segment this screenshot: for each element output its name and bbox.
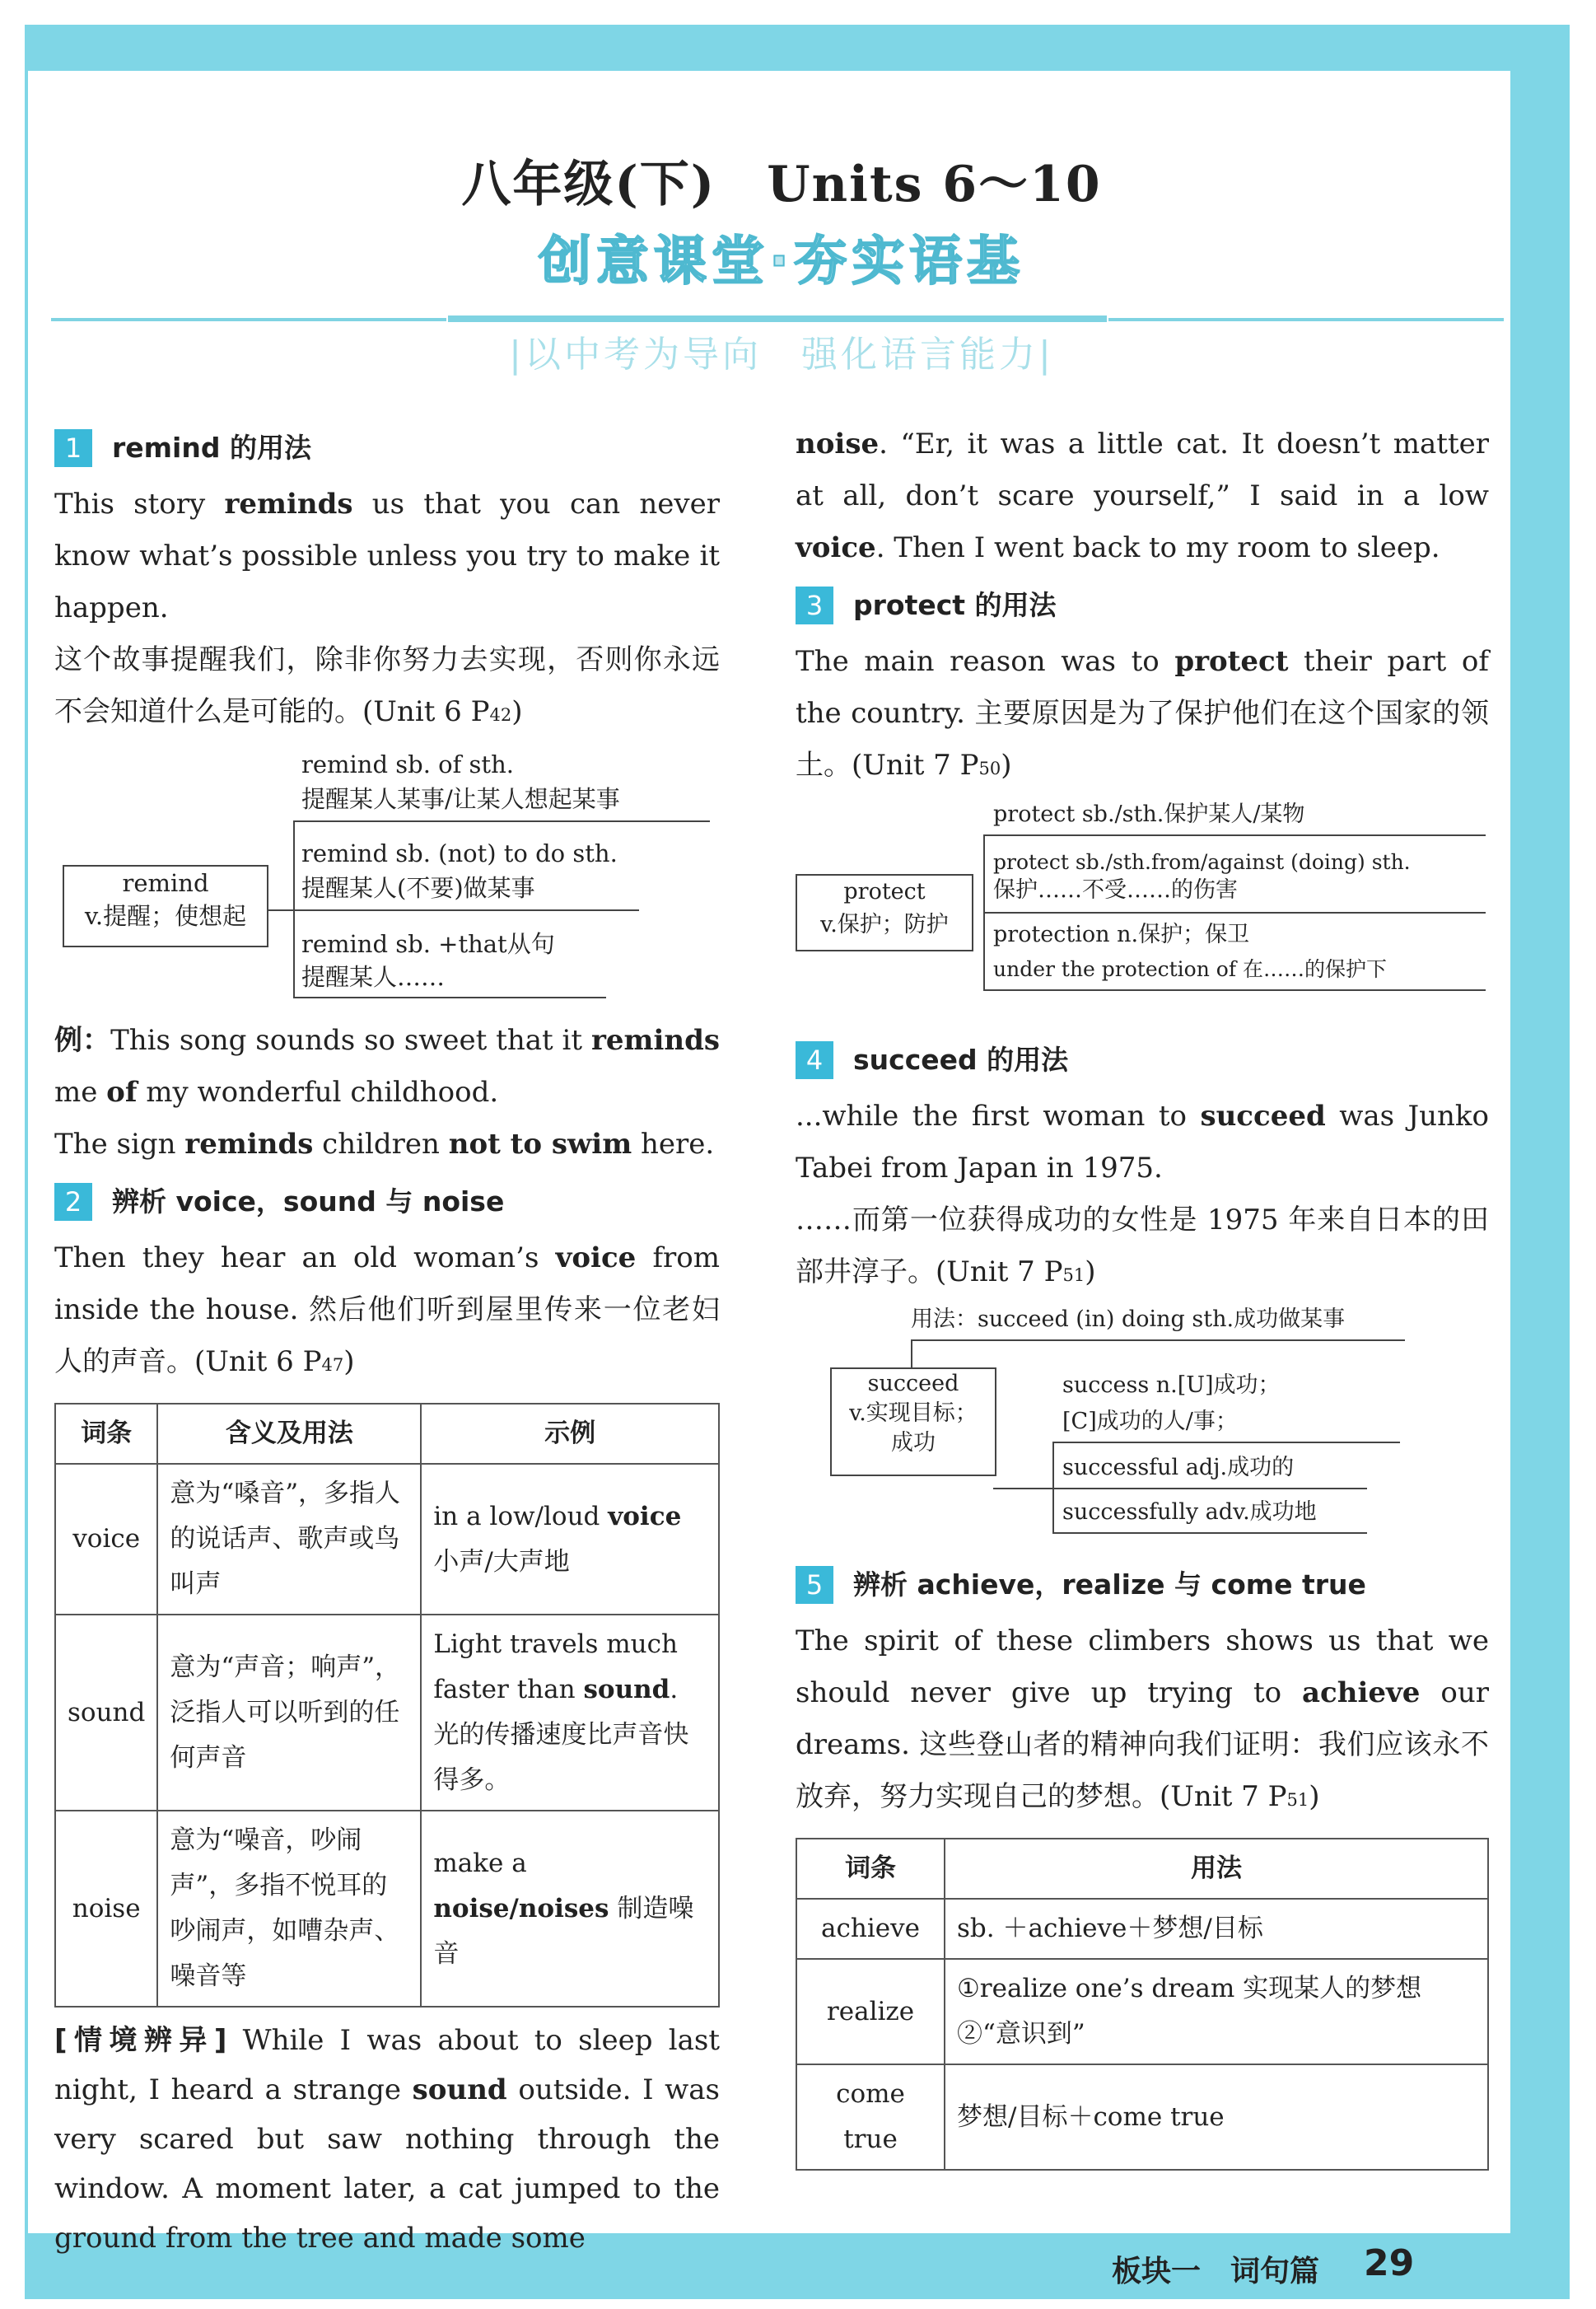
section-3-example: The main reason was to protect their part of the country. 主要原因是为了保护他们在这个国家的领土。(Unit 7 P50) bbox=[796, 645, 1489, 782]
table-cell-word: sound bbox=[55, 1615, 157, 1811]
page bbox=[28, 71, 1510, 2288]
footer-page-number: 29 bbox=[1364, 2242, 1415, 2284]
banner-subtitle: |以中考为导向 强化语言能力| bbox=[509, 334, 1054, 376]
table-cell-meaning: 意为“噪音，吵闹声”，多指不悦耳的吵闹声，如嘈杂声、噪音等 bbox=[157, 1811, 421, 2007]
section-number: 5 bbox=[796, 1566, 833, 1604]
section-4-example: ...while the first woman to succeed was Junko Tabei from Japan in 1975. bbox=[796, 1100, 1489, 1185]
succeed-branch-1b: [C]成功的人/事； bbox=[1062, 1409, 1238, 1434]
section-2-context: [情境辨异] While I was about to sleep last night, I heard a strange sound outside. I was very scared but saw nothing through the window. A moment later, a cat jumped to the ground from the tree and made some bbox=[54, 2024, 721, 2255]
section-3-heading bbox=[796, 579, 1489, 631]
section-number: 3 bbox=[796, 587, 833, 624]
table-cell-meaning: 意为“嗓音”，多指人的说话声、歌声或鸟叫声 bbox=[157, 1464, 421, 1615]
section-4-heading bbox=[796, 1034, 1489, 1086]
table-cell-word: noise bbox=[55, 1811, 157, 2007]
remind-branch-3-en: remind sb. +that从句 bbox=[301, 930, 555, 958]
remind-branch-1-cn: 提醒某人某事/让某人想起某事 bbox=[301, 785, 620, 813]
table-cell-word: voice bbox=[55, 1464, 157, 1615]
section-2-context-continued: noise. “Er, it was a little cat. It doesn’t matter at all, don’t scare yourself,” I said in a low voice. Then I went back to my room to sleep. bbox=[796, 428, 1489, 564]
section-1-translation: 这个故事提醒我们，除非你努力去实现，否则你永远不会知道什么是可能的。(Unit 6 P42) bbox=[54, 643, 720, 728]
table-cell-meaning: 意为“声音；响声”，泛指人可以听到的任何声音 bbox=[157, 1615, 421, 1811]
table-row bbox=[796, 1959, 1488, 2064]
section-1-example: This story reminds us that you can never know what’s possible unless you try to make it happen. bbox=[54, 488, 721, 624]
remind-branch-1-en: remind sb. of sth. bbox=[301, 750, 514, 778]
succeed-root-cn: v.实现目标；成功 bbox=[849, 1400, 978, 1456]
table-row bbox=[796, 1899, 1488, 1959]
section-title: 辨析 achieve，realize 与 come true bbox=[853, 1568, 1366, 1601]
right-column bbox=[796, 428, 1489, 2171]
table-cell-usage: ①realize one’s dream 实现某人的梦想 ②“意识到” bbox=[945, 1959, 1488, 2064]
table-header: 用法 bbox=[945, 1839, 1488, 1899]
top-band bbox=[28, 25, 1568, 71]
succeed-tree bbox=[796, 1302, 1489, 1534]
section-title: succeed 的用法 bbox=[853, 1044, 1069, 1076]
table-cell-example: make a noise/noises 制造噪音 bbox=[421, 1811, 719, 2007]
table-row bbox=[55, 1464, 719, 1615]
banner-rule-right bbox=[1108, 318, 1504, 321]
protect-root-en: protect bbox=[843, 879, 926, 904]
remind-branch-3-cn: 提醒某人…… bbox=[301, 963, 446, 991]
section-number: 4 bbox=[796, 1041, 833, 1079]
section-5-example: The spirit of these climbers shows us that we should never give up trying to achieve our dreams. 这些登山者的精神向我们证明：我们应该永不放弃，努力实现自己的梦想。(Unit 7 P51) bbox=[796, 1624, 1489, 1813]
section-number: 2 bbox=[54, 1183, 92, 1221]
succeed-branch-3: successfully adv.成功地 bbox=[1062, 1499, 1317, 1525]
protect-branch-1: protect sb./sth.保护某人/某物 bbox=[993, 802, 1305, 827]
table-cell-usage: 梦想/目标＋come true bbox=[945, 2064, 1488, 2170]
section-number: 1 bbox=[54, 429, 92, 467]
left-column bbox=[54, 417, 720, 2263]
succeed-branch-1: success n.[U]成功； bbox=[1062, 1372, 1281, 1398]
protect-root-box bbox=[796, 874, 973, 951]
table-cell-example: Light travels much faster than sound. 光的传播速度比声音快得多。 bbox=[421, 1615, 719, 1811]
section-2-heading bbox=[54, 1176, 720, 1227]
succeed-root-box bbox=[830, 1367, 996, 1476]
succeed-branch-2: successful adj.成功的 bbox=[1062, 1455, 1295, 1480]
voice-sound-noise-table bbox=[54, 1403, 720, 2008]
banner-title: 创意课堂·夯实语基 bbox=[538, 231, 1025, 292]
table-header: 词条 bbox=[55, 1404, 157, 1464]
section-4-translation: ……而第一位获得成功的女性是 1975 年来自日本的田部井淳子。(Unit 7 P51) bbox=[796, 1204, 1489, 1288]
section-title: 辨析 voice，sound 与 noise bbox=[112, 1185, 505, 1218]
table-cell-usage: sb. ＋achieve＋梦想/目标 bbox=[945, 1899, 1488, 1959]
remind-root-cn: v.提醒；使想起 bbox=[84, 902, 247, 930]
remind-branch-2-cn: 提醒某人(不要)做某事 bbox=[301, 874, 535, 902]
table-header: 示例 bbox=[421, 1404, 719, 1464]
protect-branch-3b: under the protection of 在……的保护下 bbox=[993, 957, 1388, 981]
table-header: 含义及用法 bbox=[157, 1404, 421, 1464]
section-2-example: Then they hear an old woman’s voice from inside the house. 然后他们听到屋里传来一位老妇人的声音。(Unit 6 P47) bbox=[54, 1241, 721, 1378]
succeed-usage: 用法：succeed (in) doing sth.成功做某事 bbox=[911, 1306, 1346, 1332]
section-5-heading bbox=[796, 1559, 1489, 1610]
footer-section: 板块一 词句篇 bbox=[1112, 2255, 1320, 2288]
remind-tree bbox=[54, 741, 720, 997]
section-title: protect 的用法 bbox=[853, 589, 1057, 621]
protect-branch-3a: protection n.保护；保卫 bbox=[993, 922, 1250, 947]
table-cell-example: in a low/loud voice 小声/大声地 bbox=[421, 1464, 719, 1615]
protect-branch-2-cn: 保护……不受……的伤害 bbox=[993, 877, 1238, 903]
banner-rule-left bbox=[51, 318, 446, 321]
table-cell-word: come true bbox=[796, 2064, 945, 2170]
table-row bbox=[55, 1811, 719, 2007]
succeed-root-en: succeed bbox=[867, 1371, 959, 1396]
protect-branch-2-en: protect sb./sth.from/against (doing) sth. bbox=[993, 850, 1411, 874]
table-row bbox=[796, 2064, 1488, 2170]
banner-rule-center bbox=[448, 316, 1107, 322]
section-1-heading bbox=[54, 422, 720, 474]
achieve-realize-table bbox=[796, 1838, 1489, 2171]
table-row bbox=[55, 1615, 719, 1811]
section-1-eg-1: 例：This song sounds so sweet that it reminds me of my wonderful childhood. bbox=[54, 1024, 721, 1109]
section-1-eg-2: The sign reminds children not to swim here. bbox=[54, 1128, 715, 1161]
table-cell-word: achieve bbox=[796, 1899, 945, 1959]
table-cell-word: realize bbox=[796, 1959, 945, 2064]
remind-branch-2-en: remind sb. (not) to do sth. bbox=[301, 839, 618, 867]
protect-root-cn: v.保护；防护 bbox=[820, 912, 949, 937]
page-title: 八年级(下) Units 6～10 bbox=[461, 156, 1102, 213]
section-title: remind 的用法 bbox=[112, 432, 311, 464]
table-header: 词条 bbox=[796, 1839, 945, 1899]
remind-root-en: remind bbox=[122, 869, 209, 897]
protect-tree bbox=[796, 795, 1489, 1001]
remind-root-box bbox=[63, 865, 268, 947]
